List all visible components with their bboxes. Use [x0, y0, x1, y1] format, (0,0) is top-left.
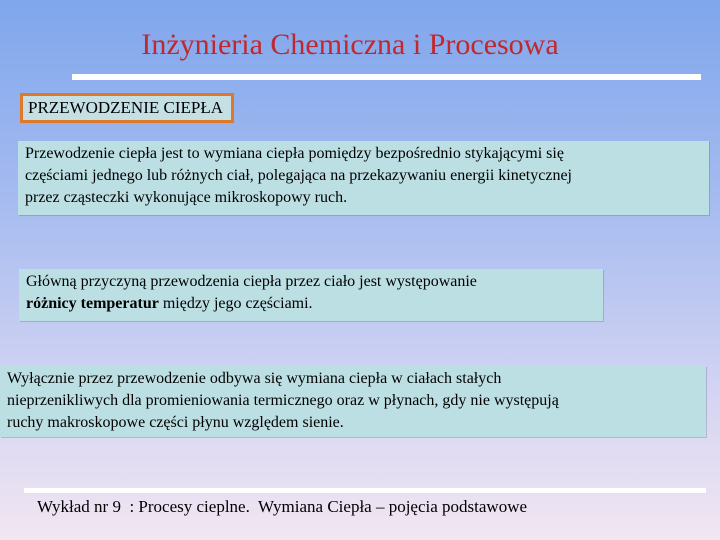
definition-line-2: częściami jednego lub różnych ciał, polegająca na przekazywaniu energii kinetycznej [25, 167, 572, 184]
definition-line-1: Przewodzenie ciepła jest to wymiana ciepła pomiędzy bezpośrednio stykającymi się [25, 145, 564, 162]
slide-title: Inżynieria Chemiczna i Procesowa [141, 28, 559, 61]
scope-line-2: nieprzenikliwych dla promieniowania termicznego oraz w płynach, gdy nie występują [7, 392, 559, 409]
cause-line-2-rest: między jego częściami. [158, 295, 313, 312]
title-divider [72, 74, 701, 80]
definition-box [18, 141, 709, 215]
scope-line-1: Wyłącznie przez przewodzenie odbywa się wymiana ciepła w ciałach stałych [7, 370, 502, 387]
cause-emphasis: różnicy temperatur [26, 295, 159, 312]
scope-line-3: ruchy makroskopowe części płynu względem sienie. [7, 414, 344, 431]
footer-text: Wykład nr 9 : Procesy cieplne. Wymiana Ciepła – pojęcia podstawowe [37, 497, 528, 516]
section-label: PRZEWODZENIE CIEPŁA [20, 93, 234, 123]
cause-line-1: Główną przyczyną przewodzenia ciepła przez ciało jest występowanie [26, 273, 477, 290]
definition-line-3: przez cząsteczki wykonujące mikroskopowy ruch. [25, 189, 348, 206]
cause-line-2 [26, 293, 597, 315]
scope-box [0, 366, 706, 437]
footer-divider [24, 488, 706, 493]
cause-box [19, 269, 603, 321]
